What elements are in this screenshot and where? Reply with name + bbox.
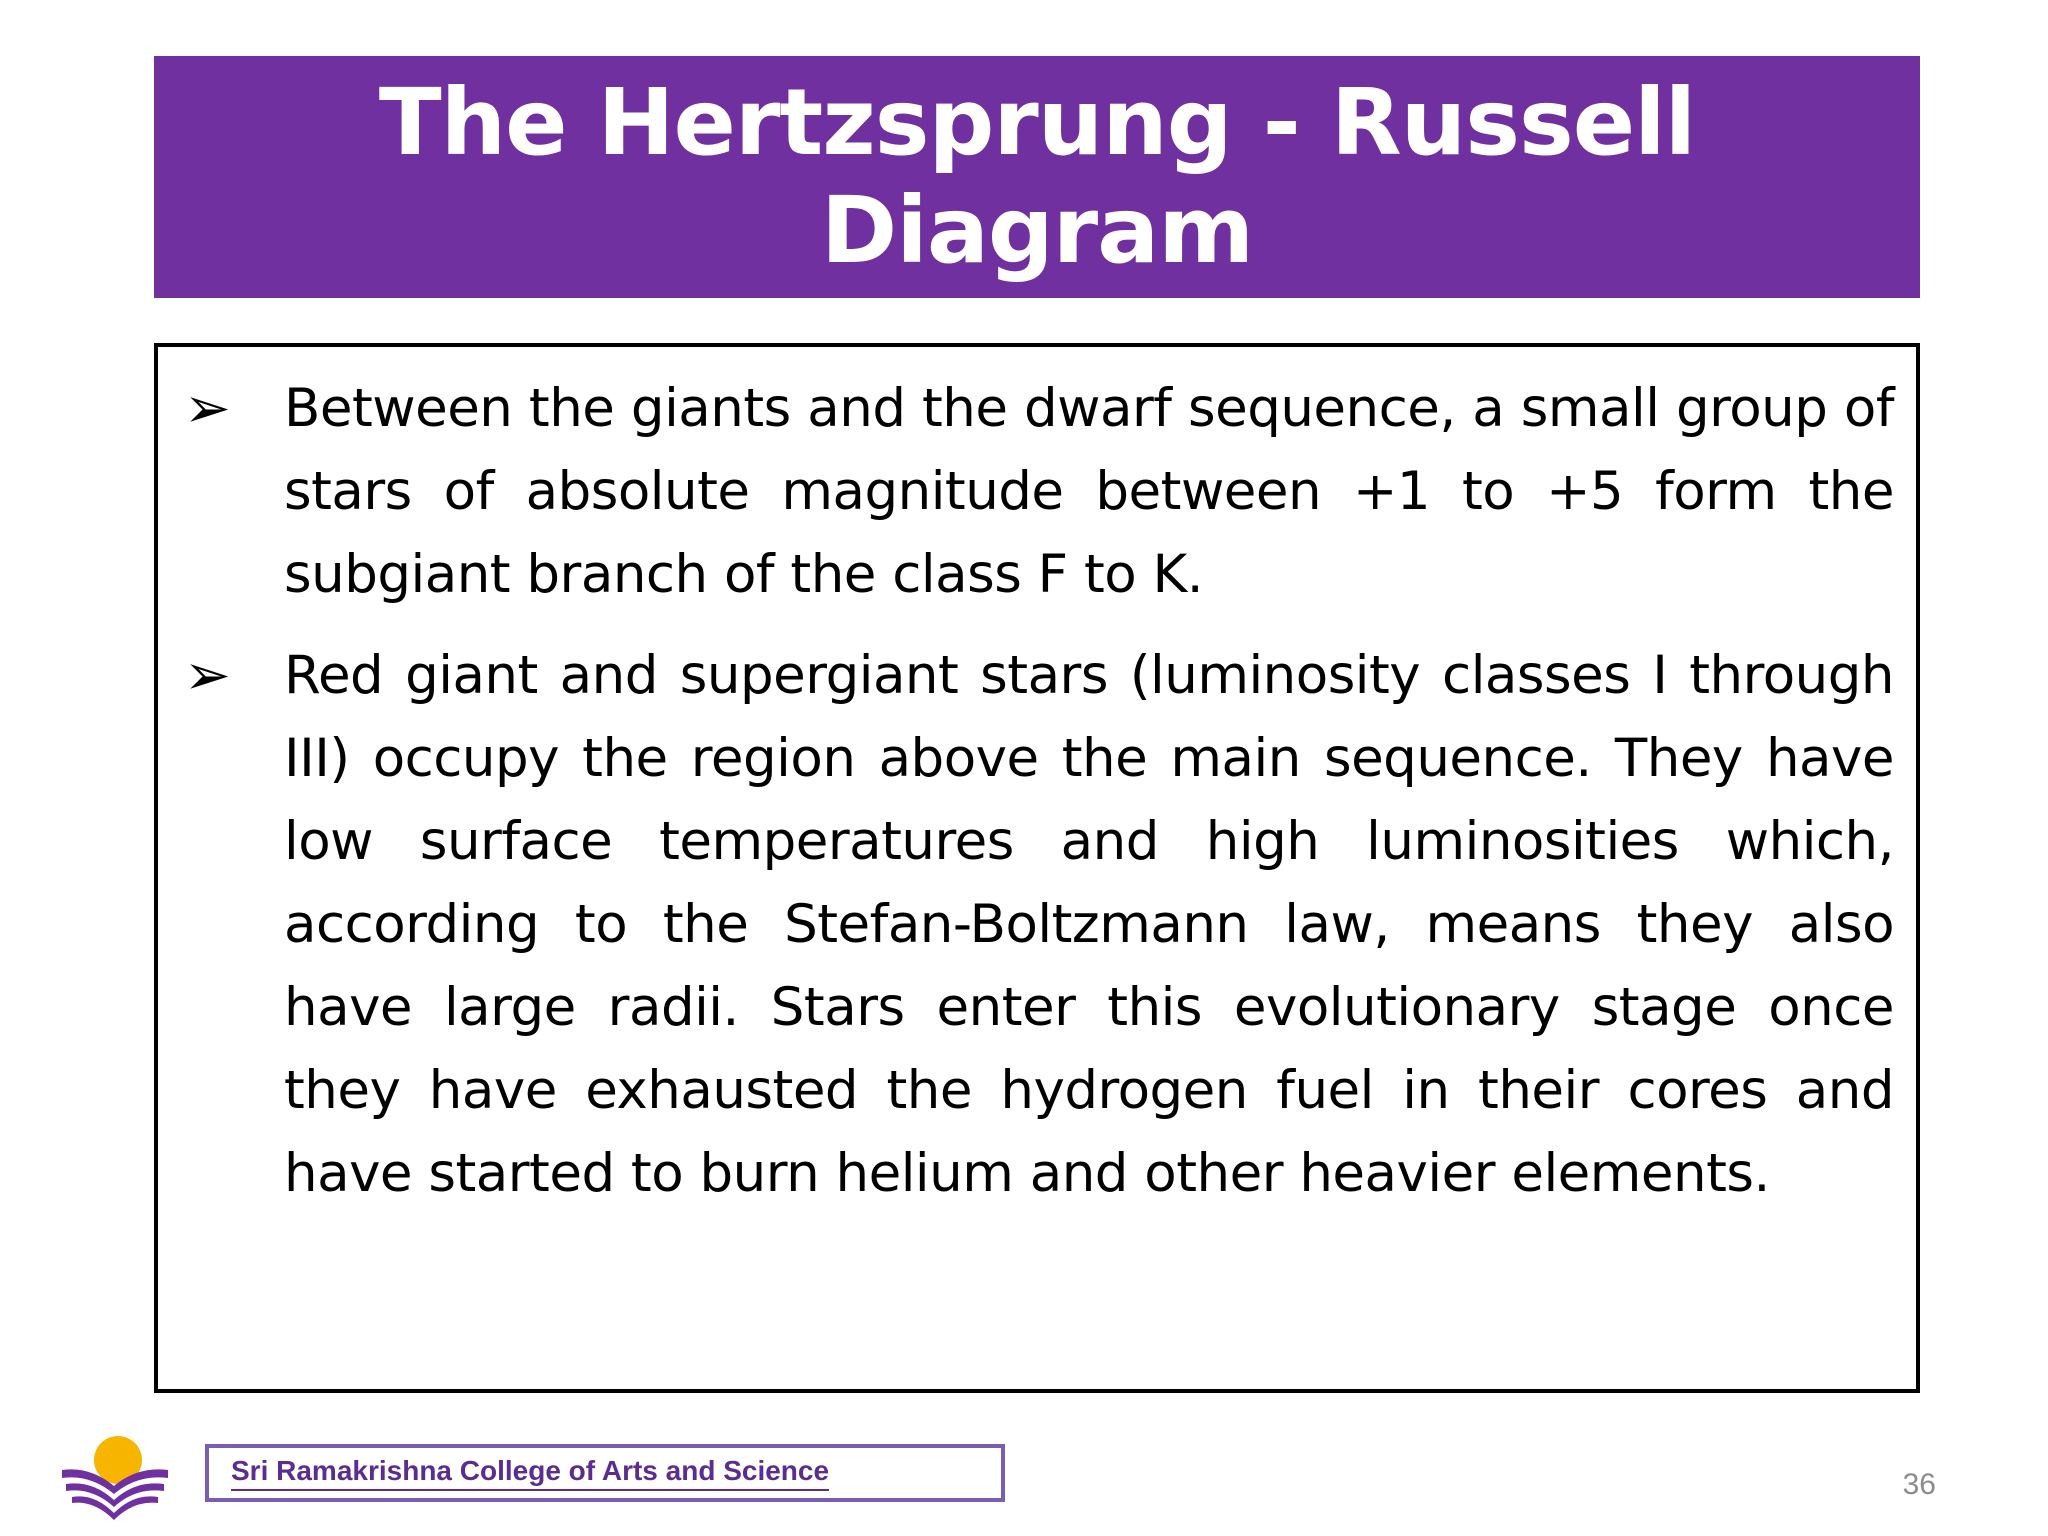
content-box — [154, 343, 1920, 1393]
bullet-text: Between the giants and the dwarf sequence, a small group of stars of absolute magnitude between +1 to +5 form the subgiant branch of the class F to K. — [284, 378, 1894, 605]
arrow-bullet-icon: ➢ — [184, 376, 231, 441]
college-name-box — [205, 1444, 1005, 1502]
page-number: 36 — [1902, 1468, 1936, 1501]
slide-title: The Hertzsprung - Russell Diagram — [378, 69, 1696, 284]
arrow-bullet-icon: ➢ — [184, 643, 231, 708]
bullet-item — [184, 634, 1894, 1215]
title-banner — [154, 56, 1920, 298]
college-logo-icon — [56, 1430, 174, 1526]
bullet-text: Red giant and supergiant stars (luminosity classes I through III) occupy the region above the main sequence. They have low surface temperatures and high luminosities which, according to the Stefan-Boltzmann law, means they also have large radii. Stars enter this evolutionary stage once they have exhausted the hydrogen fuel in their cores and have started to burn helium and other heavier elements. — [284, 645, 1894, 1204]
bullet-item — [184, 367, 1894, 616]
college-name: Sri Ramakrishna College of Arts and Science — [231, 1455, 829, 1491]
